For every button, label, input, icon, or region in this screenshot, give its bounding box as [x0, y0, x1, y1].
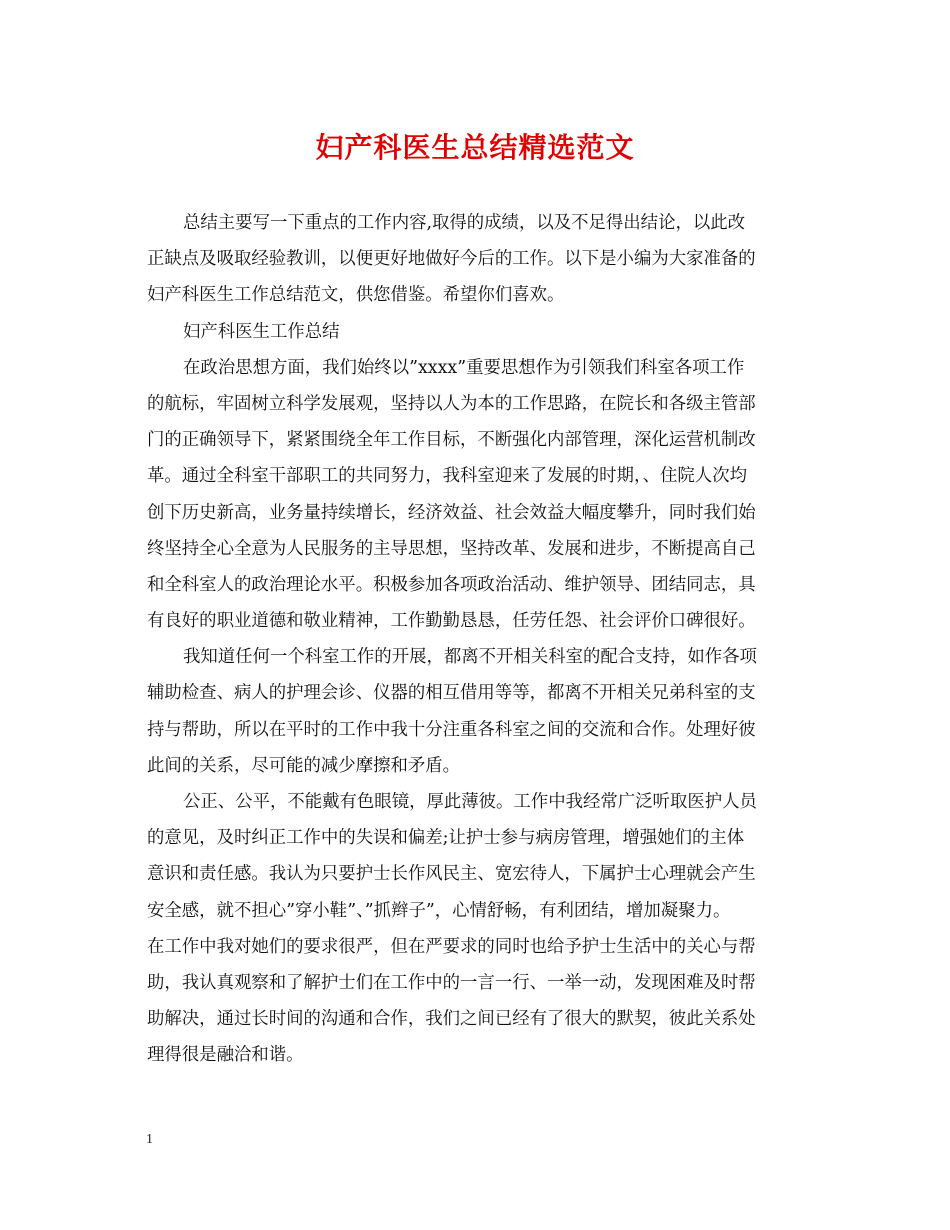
paragraph-line: 的航标，牢固树立科学发展观，坚持以人为本的工作思路，在院长和各级主管部 — [147, 393, 756, 414]
paragraph-line: 此间的关系，尽可能的减少摩擦和矛盾。 — [147, 755, 461, 776]
paragraph-line: 终坚持全心全意为人民服务的主导思想，坚持改革、发展和进步，不断提高自己 — [147, 538, 756, 559]
paragraph-line: 安全感，就不担心”穿小鞋”、”抓辫子”，心情舒畅，有利团结，增加凝聚力。 — [147, 900, 731, 921]
document-body — [147, 205, 817, 1074]
document-title: 妇产科医生总结精选范文 — [315, 131, 635, 164]
paragraph-line: 妇产科医生工作总结范文，供您借鉴。希望你们喜欢。 — [147, 285, 565, 306]
paragraph-line: 在工作中我对她们的要求很严，但在严要求的同时也给予护士生活中的关心与帮 — [147, 936, 756, 957]
paragraph-line: 辅助检查、病人的护理会诊、仪器的相互借用等等，都离不开相关兄弟科室的支 — [147, 683, 756, 704]
paragraph-line: 助，我认真观察和了解护士们在工作中的一言一行、一举一动，发现困难及时帮 — [147, 972, 756, 993]
paragraph-line: 我知道任何一个科室工作的开展，都离不开相关科室的配合支持，如作各项 — [183, 647, 757, 668]
paragraph-line: 持与帮助，所以在平时的工作中我十分注重各科室之间的交流和合作。处理好彼 — [147, 719, 756, 740]
paragraph-line: 门的正确领导下，紧紧围绕全年工作目标，不断强化内部管理，深化运营机制改 — [147, 430, 756, 451]
paragraph-line: 助解决，通过长时间的沟通和合作，我们之间已经有了很大的默契，彼此关系处 — [147, 1009, 756, 1030]
paragraph-line: 理得很是融洽和谐。 — [147, 1045, 304, 1066]
paragraph-line: 有良好的职业道德和敬业精神，工作勤勤恳恳，任劳任怨、社会评价口碑很好。 — [147, 611, 756, 632]
paragraph-line: 的意见，及时纠正工作中的失误和偏差;让护士参与病房管理，增强她们的主体 — [147, 828, 745, 849]
paragraph-line: 总结主要写一下重点的工作内容,取得的成绩，以及不足得出结论，以此改 — [183, 213, 746, 233]
paragraph-line: 革。通过全科室干部职工的共同努力，我科室迎来了发展的时期，、住院人次均 — [147, 466, 747, 487]
paragraph-line: 正缺点及吸取经验教训，以便更好地做好今后的工作。以下是小编为大家准备的 — [147, 249, 756, 270]
paragraph-line: 和全科室人的政治理论水平。积极参加各项政治活动、维护领导、团结同志，具 — [147, 574, 756, 595]
paragraph-line: 在政治思想方面，我们始终以”xxxx”重要思想作为引领我们科室各项工作 — [183, 357, 745, 378]
paragraph-line: 意识和责任感。我认为只要护士长作风民主、宽宏待人，下属护士心理就会产生 — [147, 864, 756, 885]
section-heading: 妇产科医生工作总结 — [183, 321, 340, 342]
paragraph-line: 创下历史新高，业务量持续增长，经济效益、社会效益大幅度攀升，同时我们始 — [147, 502, 756, 523]
page-number: 1 — [146, 1132, 153, 1147]
paragraph-line: 公正、公平，不能戴有色眼镜，厚此薄彼。工作中我经常广泛听取医护人员 — [183, 792, 757, 812]
